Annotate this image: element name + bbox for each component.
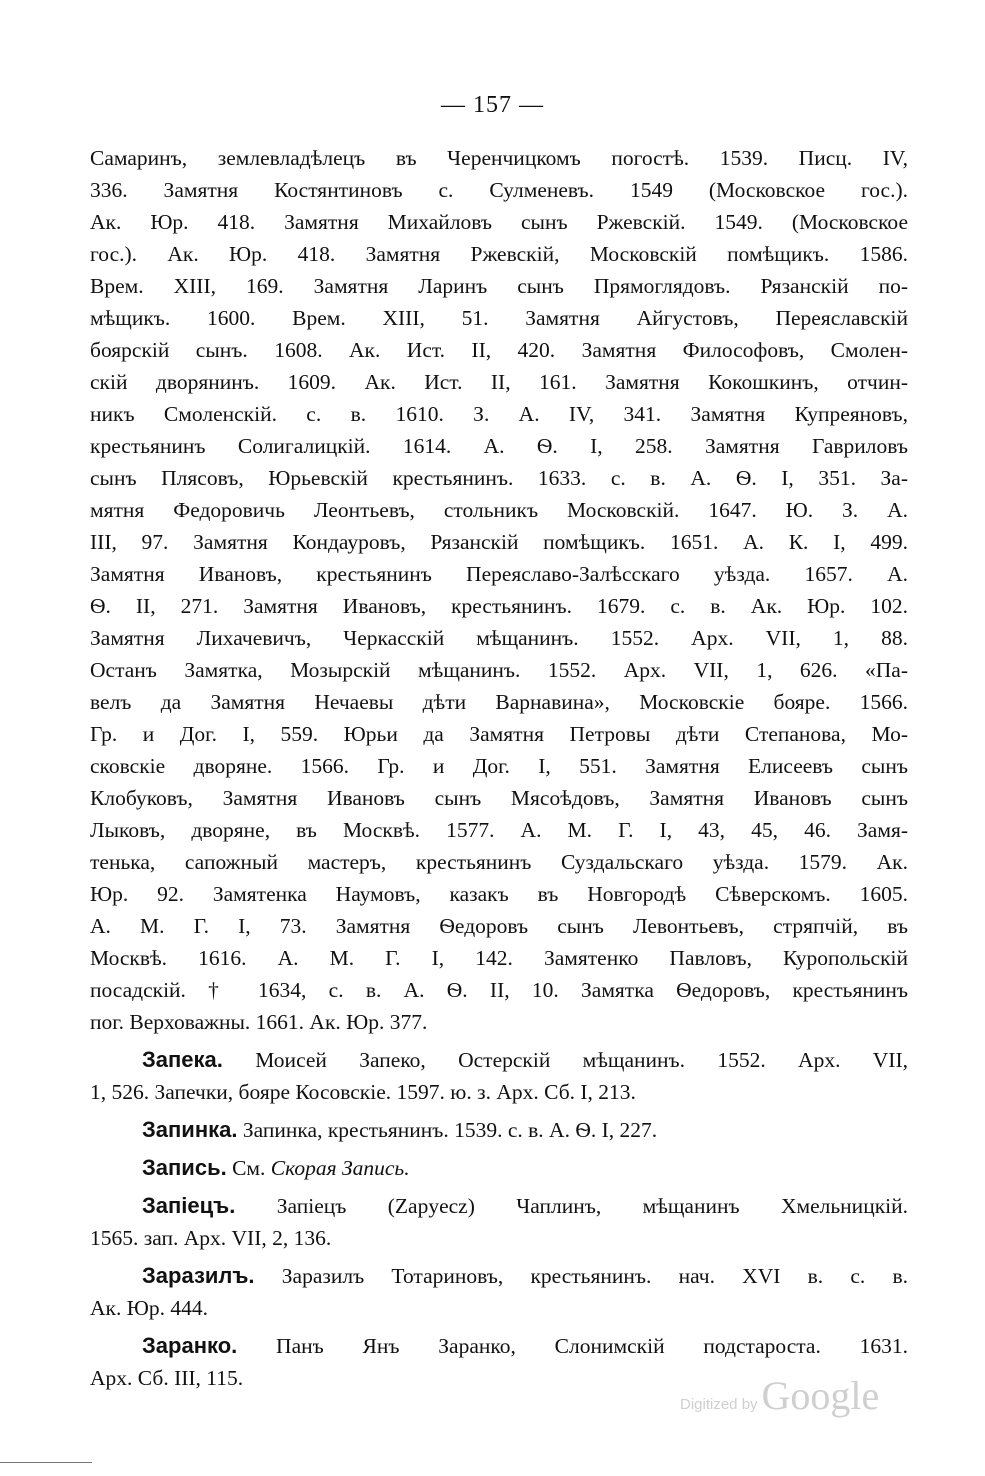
footer-rule	[0, 1462, 92, 1463]
entry-zapiets	[90, 1190, 908, 1254]
entry-text: Запiецъ (Zapyecz) Чаплинъ, мѣщанинъ Хмельницкій.	[235, 1194, 908, 1218]
entry-headword: Запинка.	[142, 1117, 238, 1142]
text-line: пог. Верховажны. 1661. Ак. Юр. 377.	[90, 1010, 428, 1034]
text-line: 1, 526. Запечки, бояре Косовскіе. 1597. ю. з. Арх. Сб. I, 213.	[90, 1080, 636, 1104]
text-line: Юр. 92. Замятенка Наумовъ, казакъ въ Новгородѣ Сѣверскомъ. 1605.	[90, 882, 908, 906]
continued-paragraph	[90, 142, 908, 1038]
page-number: — 157 —	[441, 92, 544, 118]
text-line: 1565. зап. Арх. VII, 2, 136.	[90, 1226, 332, 1250]
entry-zarazil	[90, 1260, 908, 1324]
text-line: III, 97. Замятня Кондауровъ, Рязанскій помѣщикъ. 1651. А. К. I, 499.	[90, 530, 908, 554]
entry-text: Заразилъ Тотариновъ, крестьянинъ. нач. XVI в. с. в.	[254, 1264, 908, 1288]
entry-text: Панъ Янъ Заранко, Слонимскій подстароста. 1631.	[237, 1334, 908, 1358]
text-line: сынъ Плясовъ, Юрьевскій крестьянинъ. 1633. с. в. А. Ѳ. I, 351. За-	[90, 466, 908, 490]
text-line: мѣщикъ. 1600. Врем. XIII, 51. Замятня Айгустовъ, Переяславскій	[90, 306, 908, 330]
text-line: 336. Замятня Костянтиновъ с. Сулменевъ. 1549 (Московское гос.).	[90, 178, 908, 202]
text-line: Останъ Замятка, Мозырскій мѣщанинъ. 1552. Арх. VII, 1, 626. «Па-	[90, 658, 908, 682]
watermark-prefix: Digitized by	[680, 1396, 758, 1413]
text-line: Ак. Юр. 444.	[90, 1296, 208, 1320]
entry-first-line	[90, 1152, 908, 1184]
digitized-watermark	[680, 1372, 879, 1419]
entry-zapeka	[90, 1044, 908, 1108]
text-line: скій дворянинъ. 1609. Ак. Ист. II, 161. Замятня Кокошкинъ, отчин-	[90, 370, 908, 394]
text-line: Замятня Лихачевичъ, Черкасскій мѣщанинъ. 1552. Арх. VII, 1, 88.	[90, 626, 908, 650]
body-text	[90, 142, 908, 1394]
text-line: гос.). Ак. Юр. 418. Замятня Ржевскій, Московскій помѣщикъ. 1586.	[90, 242, 908, 266]
see-reference-target: Скорая Запись.	[270, 1156, 410, 1180]
watermark-brand: Google	[761, 1373, 880, 1418]
entry-headword: Запись.	[142, 1155, 227, 1180]
text-line: сковскіе дворяне. 1566. Гр. и Дог. I, 551. Замятня Елисеевъ сынъ	[90, 754, 908, 778]
entry-zapinka	[90, 1114, 908, 1146]
text-line: Клобуковъ, Замятня Ивановъ сынъ Мясоѣдовъ, Замятня Ивановъ сынъ	[90, 786, 908, 810]
entry-first-line	[90, 1190, 908, 1222]
text-line: никъ Смоленскій. с. в. 1610. З. А. IV, 341. Замятня Купреяновъ,	[90, 402, 908, 426]
text-line: посадскій. † 1634, с. в. А. Ѳ. II, 10. Замятка Ѳедоровъ, крестьянинъ	[90, 978, 908, 1002]
entry-headword: Заранко.	[142, 1333, 238, 1358]
see-reference-label: См.	[226, 1156, 271, 1180]
text-line: Лыковъ, дворяне, въ Москвѣ. 1577. А. М. Г. I, 43, 45, 46. Замя-	[90, 818, 908, 842]
text-line: велъ да Замятня Нечаевы дѣти Варнавина», Московскіе бояре. 1566.	[90, 690, 908, 714]
text-line: Гр. и Дог. I, 559. Юрьи да Замятня Петровы дѣти Степанова, Мо-	[90, 722, 908, 746]
entry-text: Моисей Запеко, Остерскій мѣщанинъ. 1552. Арх. VII,	[222, 1048, 908, 1072]
text-line: Замятня Ивановъ, крестьянинъ Переяславо-Залѣсскаго уѣзда. 1657. А.	[90, 562, 908, 586]
text-line: Ѳ. II, 271. Замятня Ивановъ, крестьянинъ. 1679. с. в. Ак. Юр. 102.	[90, 594, 908, 618]
text-line: Москвѣ. 1616. А. М. Г. I, 142. Замятенко Павловъ, Куропольскій	[90, 946, 908, 970]
text-line: Врем. XIII, 169. Замятня Ларинъ сынъ Прямоглядовъ. Рязанскій по-	[90, 274, 908, 298]
entry-headword: Заразилъ.	[142, 1263, 255, 1288]
text-line: мятня Федоровичь Леонтьевъ, стольникъ Московскій. 1647. Ю. З. А.	[90, 498, 908, 522]
entry-first-line	[90, 1330, 908, 1362]
entry-headword: Запiецъ.	[142, 1193, 236, 1218]
text-line: А. М. Г. I, 73. Замятня Ѳедоровъ сынъ Левонтьевъ, стряпчій, въ	[90, 914, 908, 938]
text-line: Арх. Сб. III, 115.	[90, 1366, 244, 1390]
entry-zapis	[90, 1152, 908, 1184]
text-line: тенька, сапожный мастеръ, крестьянинъ Суздальскаго уѣзда. 1579. Ак.	[90, 850, 908, 874]
entry-first-line	[90, 1260, 908, 1292]
text-line: боярскій сынъ. 1608. Ак. Ист. II, 420. Замятня Философовъ, Смолен-	[90, 338, 908, 362]
entry-headword: Запека.	[142, 1047, 223, 1072]
entry-first-line	[90, 1044, 908, 1076]
text-line: Самаринъ, землевладѣлецъ въ Черенчицкомъ погостѣ. 1539. Писц. IV,	[90, 146, 908, 170]
entry-text: Запинка, крестьянинъ. 1539. с. в. А. Ѳ. I, 227.	[237, 1118, 658, 1142]
entry-first-line	[90, 1114, 908, 1146]
text-line: Ак. Юр. 418. Замятня Михайловъ сынъ Ржевскій. 1549. (Московское	[90, 210, 908, 234]
text-line: крестьянинъ Солигалицкій. 1614. А. Ѳ. I, 258. Замятня Гавриловъ	[90, 434, 908, 458]
